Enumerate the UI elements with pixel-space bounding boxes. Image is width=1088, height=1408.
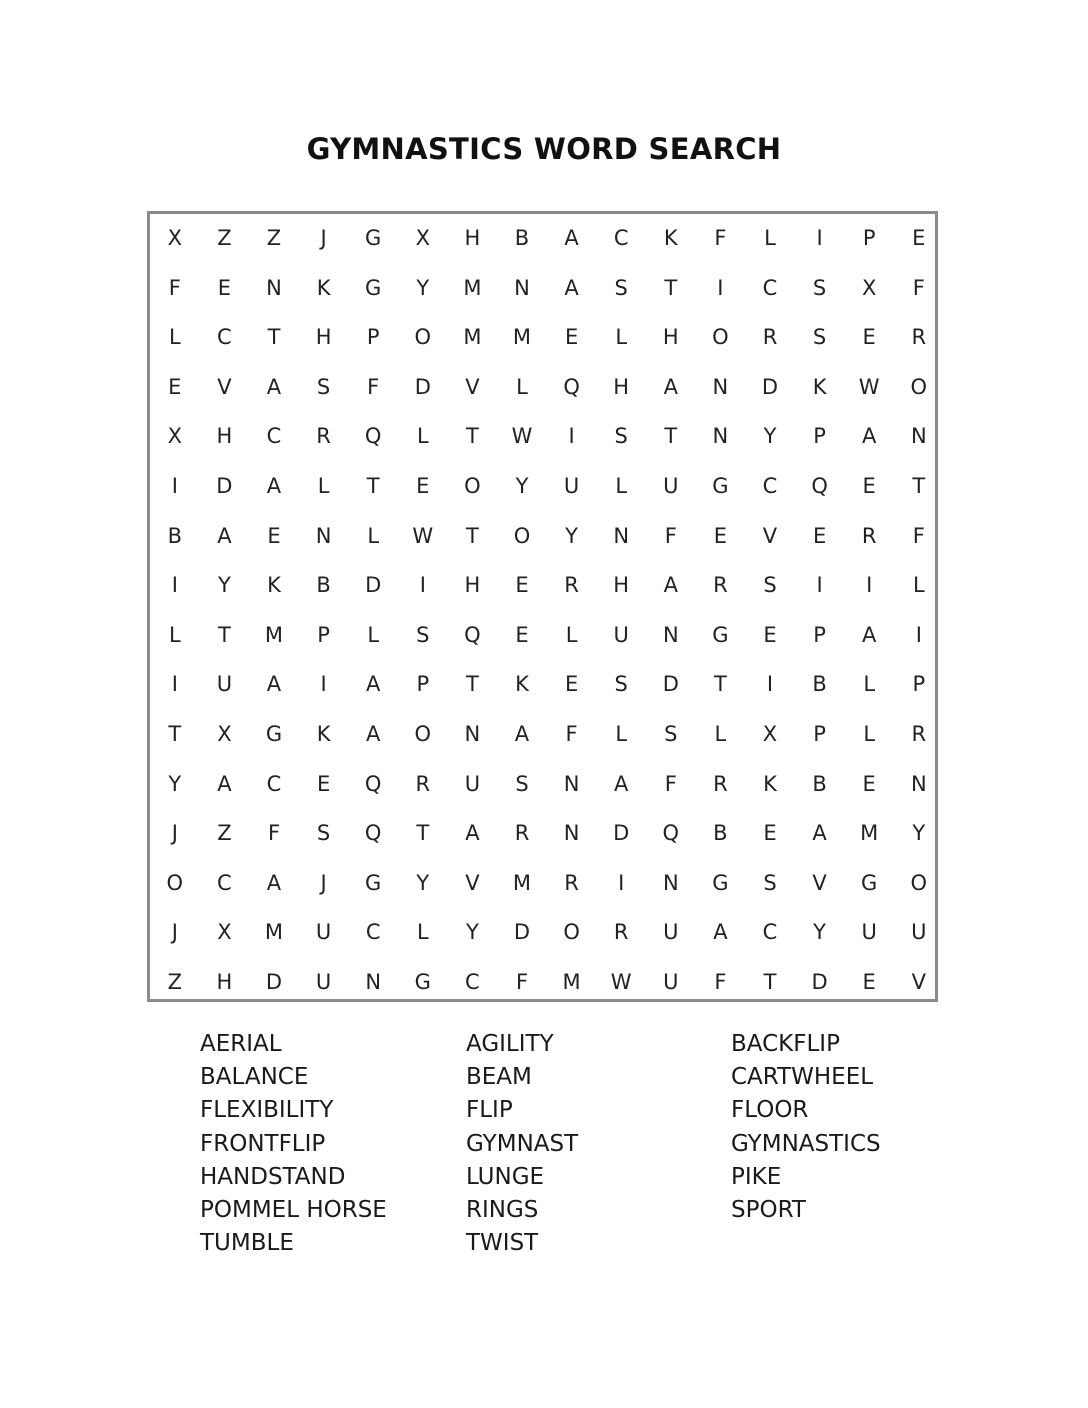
grid-letter[interactable]: I — [419, 573, 426, 598]
grid-letter[interactable]: N — [464, 722, 481, 746]
grid-letter[interactable]: V — [465, 870, 480, 895]
grid-letter[interactable]: I — [915, 622, 922, 647]
grid-letter[interactable]: A — [862, 424, 877, 449]
grid-letter[interactable]: C — [465, 970, 480, 994]
grid-letter[interactable]: Y — [168, 771, 182, 796]
grid-letter[interactable]: S — [614, 275, 628, 300]
grid-letter[interactable]: U — [663, 920, 679, 945]
grid-letter[interactable]: V — [812, 870, 827, 895]
grid-letter[interactable]: K — [316, 275, 331, 300]
grid-letter[interactable]: D — [513, 920, 531, 945]
grid-letter[interactable]: A — [266, 474, 282, 498]
grid-letter[interactable]: U — [613, 622, 629, 647]
grid-letter[interactable]: O — [464, 474, 481, 498]
grid-letter[interactable]: V — [911, 970, 926, 994]
grid-letter[interactable]: J — [320, 226, 327, 250]
word-list-item: GYMNASTICS — [731, 1130, 881, 1157]
grid-letter[interactable]: I — [320, 672, 327, 697]
grid-letter[interactable]: E — [862, 474, 876, 498]
word-list-column — [466, 1028, 716, 1260]
grid-letter[interactable]: L — [764, 226, 776, 250]
grid-letter[interactable]: N — [563, 821, 580, 846]
grid-letter[interactable]: N — [910, 771, 927, 796]
grid-letter[interactable]: S — [316, 821, 331, 846]
grid-letter[interactable]: R — [514, 821, 530, 846]
grid-letter[interactable]: O — [513, 523, 531, 548]
grid-letter[interactable]: P — [912, 672, 926, 697]
grid-letter[interactable]: A — [713, 920, 728, 945]
grid-letter[interactable]: O — [166, 870, 184, 895]
grid-letter[interactable]: M — [264, 920, 284, 945]
grid-letter[interactable]: E — [416, 474, 430, 498]
grid-letter[interactable]: A — [266, 870, 282, 895]
grid-letter[interactable]: Z — [217, 821, 232, 846]
grid-letter[interactable]: N — [662, 870, 679, 895]
grid-letter[interactable]: N — [712, 424, 729, 449]
word-list-item: AGILITY — [466, 1031, 554, 1057]
grid-letter[interactable]: L — [416, 920, 429, 945]
grid-letter[interactable]: D — [613, 821, 630, 846]
grid-letter[interactable]: B — [514, 226, 530, 250]
grid-letter[interactable]: C — [217, 325, 232, 350]
grid-letter[interactable]: R — [911, 325, 927, 350]
grid-letter[interactable]: N — [315, 523, 332, 548]
grid-letter[interactable]: T — [664, 424, 678, 449]
grid-letter[interactable]: M — [860, 821, 879, 846]
grid-letter[interactable]: S — [614, 672, 628, 697]
grid-letter[interactable]: L — [168, 622, 181, 647]
word-list-item: SPORT — [731, 1196, 806, 1223]
grid-letter[interactable]: X — [167, 226, 182, 250]
grid-letter[interactable]: A — [862, 622, 877, 647]
grid-letter[interactable]: E — [217, 275, 232, 300]
grid-letter[interactable]: U — [216, 672, 233, 697]
grid-letter[interactable]: A — [614, 771, 629, 796]
letter-grid — [150, 214, 935, 999]
grid-letter[interactable]: K — [763, 771, 777, 796]
grid-letter[interactable]: H — [613, 573, 630, 598]
grid-letter[interactable]: H — [662, 325, 679, 350]
grid-letter[interactable]: T — [465, 424, 479, 449]
grid-letter[interactable]: I — [816, 573, 823, 598]
grid-letter[interactable]: N — [910, 424, 927, 449]
grid-letter[interactable]: V — [217, 374, 232, 399]
grid-letter[interactable]: A — [812, 821, 827, 846]
grid-letter[interactable]: H — [216, 424, 233, 449]
grid-letter[interactable]: E — [763, 821, 777, 846]
word-list-item: GYMNAST — [466, 1130, 579, 1157]
grid-letter[interactable]: C — [266, 771, 282, 796]
grid-letter[interactable]: D — [811, 970, 828, 994]
word-list-item: FLEXIBILITY — [200, 1097, 334, 1124]
grid-letter[interactable]: U — [315, 920, 332, 945]
word-list-column — [200, 1028, 450, 1260]
grid-row — [150, 710, 935, 760]
grid-letter[interactable]: C — [762, 920, 778, 945]
grid-letter[interactable]: P — [813, 424, 826, 449]
grid-letter[interactable]: L — [367, 622, 380, 647]
word-list-item: FRONTFLIP — [200, 1130, 326, 1157]
grid-letter[interactable]: P — [813, 722, 826, 746]
grid-letter[interactable]: W — [610, 970, 632, 994]
grid-letter[interactable]: O — [563, 920, 580, 945]
grid-letter[interactable]: K — [663, 226, 678, 250]
grid-letter[interactable]: E — [862, 970, 876, 994]
grid-letter[interactable]: E — [267, 523, 281, 548]
grid-letter[interactable]: L — [516, 374, 528, 399]
grid-letter[interactable]: Y — [912, 821, 926, 846]
grid-letter[interactable]: X — [415, 226, 430, 250]
grid-letter[interactable]: H — [216, 970, 233, 994]
grid-letter[interactable]: L — [317, 474, 330, 498]
grid-letter[interactable]: L — [615, 325, 628, 350]
grid-letter[interactable]: E — [316, 771, 331, 796]
grid-letter[interactable]: J — [171, 920, 178, 945]
grid-letter[interactable]: F — [168, 275, 181, 300]
grid-letter[interactable]: E — [763, 622, 777, 647]
grid-letter[interactable]: X — [762, 722, 778, 746]
grid-letter[interactable]: L — [615, 474, 628, 498]
grid-letter[interactable]: F — [714, 226, 727, 250]
grid-letter[interactable]: P — [862, 226, 876, 250]
grid-letter[interactable]: I — [171, 573, 178, 598]
grid-letter[interactable]: G — [365, 870, 382, 895]
grid-letter[interactable]: O — [414, 325, 432, 350]
grid-letter[interactable]: O — [712, 325, 729, 350]
grid-letter[interactable]: Y — [416, 275, 430, 300]
grid-row — [150, 561, 935, 611]
grid-letter[interactable]: L — [565, 622, 578, 647]
grid-letter[interactable]: A — [663, 374, 678, 399]
grid-letter[interactable]: Z — [217, 226, 232, 250]
grid-letter[interactable]: E — [862, 325, 876, 350]
grid-letter[interactable]: A — [465, 821, 480, 846]
grid-letter[interactable]: I — [618, 870, 625, 895]
grid-letter[interactable]: A — [266, 374, 282, 399]
grid-letter[interactable]: S — [316, 374, 331, 399]
grid-letter[interactable]: F — [367, 374, 380, 399]
grid-letter[interactable]: A — [366, 672, 381, 697]
grid-letter[interactable]: G — [712, 622, 729, 647]
grid-letter[interactable]: T — [217, 622, 231, 647]
grid-letter[interactable]: W — [412, 523, 434, 548]
grid-letter[interactable]: I — [171, 672, 178, 697]
grid-letter[interactable]: E — [515, 573, 529, 598]
grid-letter[interactable]: N — [563, 771, 580, 796]
grid-row — [150, 760, 935, 810]
grid-letter[interactable]: I — [171, 474, 178, 498]
grid-letter[interactable]: Y — [813, 920, 826, 945]
grid-letter[interactable]: D — [216, 474, 233, 498]
grid-letter[interactable]: L — [912, 573, 925, 598]
grid-letter[interactable]: N — [712, 374, 729, 399]
grid-letter[interactable]: O — [414, 722, 432, 746]
word-list-item: BALANCE — [200, 1064, 309, 1091]
grid-letter[interactable]: C — [217, 870, 232, 895]
grid-letter[interactable]: A — [514, 722, 530, 746]
grid-letter[interactable]: B — [812, 771, 827, 796]
grid-letter[interactable]: R — [415, 771, 431, 796]
grid-letter[interactable]: T — [912, 474, 926, 498]
grid-letter[interactable]: S — [763, 870, 777, 895]
grid-letter[interactable]: A — [564, 226, 579, 250]
grid-letter[interactable]: K — [812, 374, 827, 399]
grid-letter[interactable]: D — [761, 374, 779, 399]
letter-grid-frame — [147, 211, 938, 1002]
grid-letter[interactable]: Y — [465, 920, 479, 945]
grid-letter[interactable]: N — [365, 970, 382, 994]
grid-letter[interactable]: I — [568, 424, 575, 449]
grid-letter[interactable]: E — [862, 771, 876, 796]
grid-letter[interactable]: P — [317, 622, 330, 647]
grid-letter[interactable]: S — [515, 771, 529, 796]
grid-letter[interactable]: C — [613, 226, 629, 250]
grid-letter[interactable]: R — [911, 722, 927, 746]
grid-letter[interactable]: E — [912, 226, 926, 250]
word-list-item: RINGS — [466, 1196, 539, 1223]
grid-letter[interactable]: Q — [662, 821, 680, 846]
grid-letter[interactable]: G — [414, 970, 431, 994]
grid-letter[interactable]: T — [465, 672, 479, 697]
grid-letter[interactable]: M — [463, 275, 482, 300]
grid-letter[interactable]: Q — [364, 424, 382, 449]
grid-letter[interactable]: K — [267, 573, 281, 598]
grid-letter[interactable]: A — [564, 275, 579, 300]
grid-letter[interactable]: T — [366, 474, 380, 498]
grid-row — [150, 908, 935, 958]
grid-letter[interactable]: H — [613, 374, 630, 399]
grid-letter[interactable]: S — [763, 573, 777, 598]
grid-letter[interactable]: J — [320, 870, 327, 895]
grid-letter[interactable]: B — [167, 523, 182, 548]
grid-letter[interactable]: R — [613, 920, 629, 945]
grid-letter[interactable]: V — [465, 374, 480, 399]
grid-row — [150, 363, 935, 413]
grid-letter[interactable]: F — [664, 771, 677, 796]
grid-letter[interactable]: M — [264, 622, 284, 647]
grid-row — [150, 214, 935, 264]
grid-letter[interactable]: D — [662, 672, 679, 697]
grid-row — [150, 462, 935, 512]
grid-letter[interactable]: B — [812, 672, 827, 697]
grid-letter[interactable]: L — [863, 672, 876, 697]
grid-letter[interactable]: A — [663, 573, 678, 598]
grid-letter[interactable]: M — [512, 870, 532, 895]
grid-letter[interactable]: A — [217, 771, 232, 796]
grid-letter[interactable]: L — [367, 523, 380, 548]
grid-letter[interactable]: S — [416, 622, 430, 647]
grid-letter[interactable]: Q — [364, 771, 382, 796]
grid-row — [150, 859, 935, 909]
grid-letter[interactable]: G — [712, 474, 729, 498]
grid-letter[interactable]: T — [763, 970, 777, 994]
word-list-item: FLIP — [466, 1097, 513, 1124]
grid-letter[interactable]: I — [766, 672, 774, 697]
grid-letter[interactable]: O — [910, 870, 928, 895]
grid-letter[interactable]: T — [465, 523, 479, 548]
grid-row — [150, 412, 935, 462]
grid-letter[interactable]: G — [265, 722, 283, 746]
grid-letter[interactable]: E — [168, 374, 182, 399]
grid-letter[interactable]: H — [315, 325, 332, 350]
word-list-item: BEAM — [466, 1064, 532, 1091]
grid-letter[interactable]: E — [515, 622, 529, 647]
grid-letter[interactable]: U — [861, 920, 877, 945]
word-list-item: AERIAL — [200, 1031, 282, 1057]
grid-letter[interactable]: U — [315, 970, 332, 994]
grid-letter[interactable]: Y — [515, 474, 529, 498]
grid-letter[interactable]: V — [762, 523, 778, 548]
grid-letter[interactable]: Y — [217, 573, 231, 598]
grid-letter[interactable]: X — [167, 424, 182, 449]
grid-row — [150, 809, 935, 859]
grid-row — [150, 264, 935, 314]
grid-letter[interactable]: Z — [167, 970, 182, 994]
grid-letter[interactable]: C — [266, 424, 282, 449]
word-list-item: TUMBLE — [200, 1230, 294, 1257]
grid-letter[interactable]: A — [266, 672, 282, 697]
grid-letter[interactable]: R — [564, 573, 579, 598]
grid-letter[interactable]: L — [615, 722, 628, 746]
grid-letter[interactable]: E — [564, 325, 579, 350]
grid-letter[interactable]: T — [664, 275, 678, 300]
word-list-item: CARTWHEEL — [731, 1064, 874, 1091]
grid-letter[interactable]: G — [365, 275, 382, 300]
grid-letter[interactable]: I — [816, 226, 823, 250]
grid-letter[interactable]: Q — [563, 374, 580, 399]
grid-letter[interactable]: H — [464, 573, 481, 598]
grid-letter[interactable]: Q — [364, 821, 382, 846]
grid-letter[interactable]: W — [858, 374, 880, 399]
grid-letter[interactable]: F — [714, 970, 727, 994]
grid-letter[interactable]: S — [664, 722, 678, 746]
grid-letter[interactable]: B — [316, 573, 331, 598]
grid-row — [150, 660, 935, 710]
grid-letter[interactable]: E — [713, 523, 728, 548]
grid-letter[interactable]: R — [713, 771, 728, 796]
grid-letter[interactable]: G — [712, 870, 729, 895]
grid-letter[interactable]: C — [762, 275, 778, 300]
grid-letter[interactable]: T — [267, 325, 281, 350]
grid-letter[interactable]: N — [613, 523, 630, 548]
grid-letter[interactable]: E — [564, 672, 579, 697]
grid-letter[interactable]: A — [366, 722, 381, 746]
grid-letter[interactable]: I — [717, 275, 724, 300]
grid-letter[interactable]: I — [866, 573, 873, 598]
grid-letter[interactable]: U — [663, 970, 679, 994]
grid-letter[interactable]: L — [714, 722, 727, 746]
grid-letter[interactable]: F — [515, 970, 529, 994]
grid-letter[interactable]: C — [762, 474, 778, 498]
grid-row — [150, 958, 935, 1008]
grid-letter[interactable]: F — [267, 821, 281, 846]
word-list-item: FLOOR — [731, 1097, 809, 1124]
grid-letter[interactable]: X — [217, 722, 232, 746]
grid-letter[interactable]: A — [217, 523, 232, 548]
grid-letter[interactable]: N — [514, 275, 530, 300]
grid-letter[interactable]: M — [463, 325, 482, 350]
grid-letter[interactable]: D — [414, 374, 431, 399]
grid-letter[interactable]: P — [366, 325, 380, 350]
grid-letter[interactable]: R — [564, 870, 579, 895]
word-list — [200, 1028, 960, 1268]
grid-letter[interactable]: U — [911, 920, 927, 945]
grid-letter[interactable]: U — [464, 771, 481, 796]
grid-letter[interactable]: X — [217, 920, 232, 945]
page-title: GYMNASTICS WORD SEARCH — [306, 132, 782, 166]
grid-letter[interactable]: L — [416, 424, 429, 449]
grid-letter[interactable]: S — [812, 275, 827, 300]
grid-letter[interactable]: L — [863, 722, 876, 746]
grid-letter[interactable]: F — [912, 275, 925, 300]
grid-letter[interactable]: E — [812, 523, 827, 548]
word-list-item: BACKFLIP — [731, 1031, 840, 1057]
grid-row — [150, 512, 935, 562]
word-list-item: HANDSTAND — [200, 1163, 346, 1190]
word-list-item: POMMEL HORSE — [200, 1196, 387, 1223]
grid-letter[interactable]: N — [266, 275, 282, 300]
grid-letter[interactable]: T — [713, 672, 727, 697]
grid-letter[interactable]: T — [416, 821, 430, 846]
grid-letter[interactable]: W — [511, 424, 533, 449]
grid-letter[interactable]: K — [515, 672, 529, 697]
grid-letter[interactable]: F — [565, 722, 578, 746]
grid-letter[interactable]: G — [861, 870, 878, 895]
grid-letter[interactable]: M — [562, 970, 581, 994]
grid-letter[interactable]: Y — [416, 870, 430, 895]
grid-letter[interactable]: T — [168, 722, 182, 746]
grid-letter[interactable]: R — [762, 325, 778, 350]
grid-letter[interactable]: N — [662, 622, 679, 647]
grid-letter[interactable]: O — [910, 374, 928, 399]
grid-letter[interactable]: Y — [763, 424, 777, 449]
word-list-item: TWIST — [466, 1230, 539, 1257]
word-list-column — [731, 1028, 981, 1227]
grid-row — [150, 611, 935, 661]
grid-letter[interactable]: P — [813, 622, 826, 647]
grid-letter[interactable]: D — [265, 970, 283, 994]
grid-letter[interactable]: F — [912, 523, 925, 548]
grid-letter[interactable]: Q — [811, 474, 828, 498]
grid-letter[interactable]: G — [365, 226, 382, 250]
word-list-item: LUNGE — [466, 1163, 545, 1190]
grid-letter[interactable]: U — [563, 474, 580, 498]
grid-letter[interactable]: R — [713, 573, 728, 598]
grid-letter[interactable]: M — [512, 325, 532, 350]
grid-letter[interactable]: Z — [266, 226, 282, 250]
grid-letter[interactable]: L — [168, 325, 181, 350]
grid-letter[interactable]: Q — [464, 622, 481, 647]
grid-letter[interactable]: H — [464, 226, 481, 250]
grid-letter[interactable]: X — [861, 275, 877, 300]
grid-letter[interactable]: S — [614, 424, 628, 449]
grid-letter[interactable]: S — [812, 325, 827, 350]
grid-letter[interactable]: C — [365, 920, 381, 945]
grid-letter[interactable]: D — [365, 573, 382, 598]
grid-letter[interactable]: J — [171, 821, 178, 846]
grid-letter[interactable]: K — [316, 722, 331, 746]
grid-letter[interactable]: F — [664, 523, 677, 548]
grid-letter[interactable]: R — [316, 424, 331, 449]
grid-letter[interactable]: R — [861, 523, 877, 548]
grid-letter[interactable]: U — [663, 474, 679, 498]
grid-letter[interactable]: Y — [565, 523, 578, 548]
grid-row — [150, 313, 935, 363]
grid-letter[interactable]: B — [713, 821, 728, 846]
word-list-item: PIKE — [731, 1163, 782, 1190]
grid-letter[interactable]: P — [416, 672, 430, 697]
